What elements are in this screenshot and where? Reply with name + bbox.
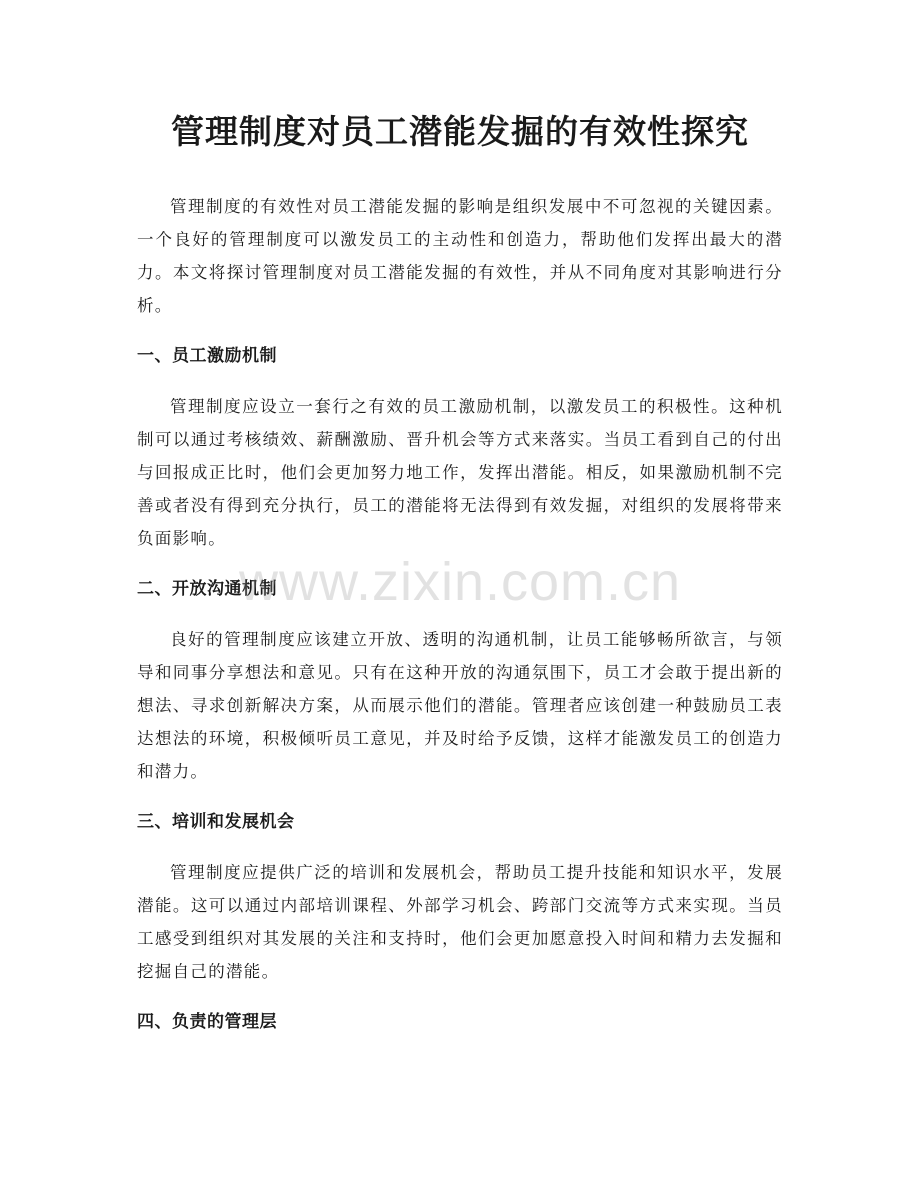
- section-body-1: 管理制度应设立一套行之有效的员工激励机制，以激发员工的积极性。这种机制可以通过考核绩效、薪酬激励、晋升机会等方式来落实。当员工看到自己的付出与回报成正比时，他们会更加努力地工作，发挥出潜能。相反，如果激励机制不完善或者没有得到充分执行，员工的潜能将无法得到有效发掘，对组织的发展将带来负面影响。: [137, 397, 783, 548]
- section-heading-2: 二、开放沟通机制: [137, 579, 277, 599]
- section-body-2: 良好的管理制度应该建立开放、透明的沟通机制，让员工能够畅所欲言，与领导和同事分享想法和意见。只有在这种开放的沟通氛围下，员工才会敢于提出新的想法、寻求创新解决方案，从而展示他们的潜能。管理者应该创建一种鼓励员工表达想法的环境，积极倾听员工意见，并及时给予反馈，这样才能激发员工的创造力和潜力。: [137, 630, 783, 781]
- section-heading-1: 一、员工激励机制: [137, 346, 277, 366]
- watermark: www.zixin.com.cn: [238, 552, 682, 612]
- section-heading-3: 三、培训和发展机会: [137, 812, 295, 832]
- document-title: 管理制度对员工潜能发掘的有效性探究: [171, 112, 749, 151]
- section-heading-4: 四、负责的管理层: [137, 1012, 277, 1032]
- intro-paragraph: 管理制度的有效性对员工潜能发掘的影响是组织发展中不可忽视的关键因素。一个良好的管理制度可以激发员工的主动性和创造力，帮助他们发挥出最大的潜力。本文将探讨管理制度对员工潜能发掘的有效性，并从不同角度对其影响进行分析。: [137, 197, 783, 315]
- section-body-3: 管理制度应提供广泛的培训和发展机会，帮助员工提升技能和知识水平，发展潜能。这可以通过内部培训课程、外部学习机会、跨部门交流等方式来实现。当员工感受到组织对其发展的关注和支持时，他们会更加愿意投入时间和精力去发掘和挖掘自己的潜能。: [137, 863, 783, 981]
